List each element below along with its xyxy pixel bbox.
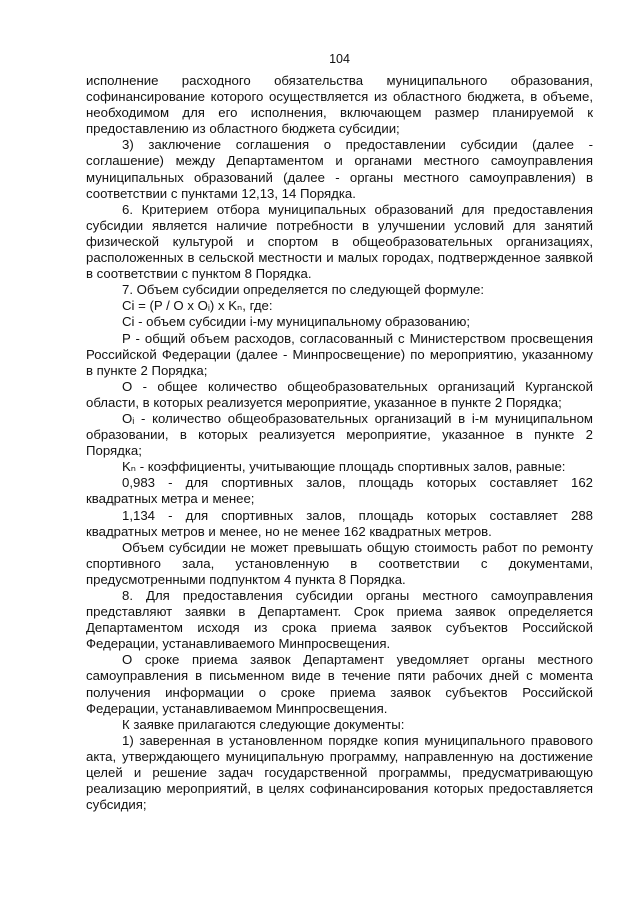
text-line: предусмотренными подпунктом 4 пункта 8 Порядка. [86, 571, 406, 587]
text-line: 6. Критерием отбора муниципальных образований для предоставления [122, 201, 593, 217]
text-line: физической культурой и спортом в общеобразовательных организациях, [86, 233, 593, 249]
paragraph [86, 298, 593, 314]
text-line: 1,134 - для спортивных залов, площадь которых составляет 288 [122, 507, 593, 523]
text-line: Ci = (P / O x Oᵢ) x Kₙ, где: [122, 298, 273, 314]
text-line: в соответствии с пунктом 8 Порядка. [86, 266, 312, 282]
text-line: области, в которых реализуется мероприятие, указанное в пункте 2 Порядка; [86, 394, 562, 410]
paragraph [86, 459, 593, 475]
text-line: Федерации, устанавливаемого Минпросвещения. [86, 636, 391, 652]
text-line: в пункте 2 Порядка; [86, 362, 208, 378]
text-line: спортивного зала, установленную в соответствии с документами, [86, 555, 593, 571]
paragraph [86, 314, 593, 330]
text-line: О сроке приема заявок Департамент уведомляет органы местного [122, 652, 593, 668]
text-line: 0,983 - для спортивных залов, площадь которых составляет 162 [122, 475, 593, 491]
text-line: Порядка; [86, 443, 142, 459]
text-line: получения информации о сроке приема заявок субъектов Российской [86, 684, 593, 700]
text-line: соответствии с пунктами 12,13, 14 Порядка. [86, 185, 356, 201]
paragraph [86, 540, 593, 588]
text-line: образовании, в которых реализуется мероприятие, указанное в пункте 2 [86, 427, 593, 443]
text-line: предоставлению из областного бюджета субсидии; [86, 121, 400, 137]
text-line: 3) заключение соглашения о предоставлении субсидии (далее - [122, 137, 593, 153]
text-line: Oᵢ - количество общеобразовательных организаций в i-м муниципальном [122, 410, 593, 426]
text-line: софинансирование которого осуществляется из областного бюджета, в объеме, [86, 89, 593, 105]
text-line: Объем субсидии не может превышать общую стоимость работ по ремонту [122, 539, 593, 555]
paragraph [86, 331, 593, 379]
paragraph [86, 137, 593, 201]
text-line: Российской Федерации (далее - Минпросвещение) по мероприятию, указанному [86, 346, 593, 362]
text-line: акта, утверждающего муниципальную программу, направленную на достижение [86, 748, 593, 764]
text-line: O - общее количество общеобразовательных организаций Курганской [122, 378, 593, 394]
text-line: муниципальных образований (далее - органы местного самоуправления) в [86, 169, 593, 185]
text-line: квадратных метра и менее; [86, 491, 255, 507]
text-line: субсидия; [86, 797, 147, 813]
paragraph [86, 508, 593, 540]
paragraph [86, 717, 593, 733]
text-line: квадратных метров и менее, но не менее 162 квадратных метров. [86, 523, 492, 539]
text-line: Федерации, устанавливаемом Минпросвещения. [86, 700, 388, 716]
page-number: 104 [329, 52, 350, 66]
paragraph [86, 379, 593, 411]
text-line: Ci - объем субсидии i-му муниципальному образованию; [122, 314, 471, 330]
text-line: расположенных в сельской местности и малых городах, подтвержденное заявкой [86, 250, 593, 266]
paragraph [86, 475, 593, 507]
text-line: самоуправления в письменном виде в течение пяти рабочих дней с момента [86, 668, 593, 684]
text-line: целей и решение задач государственной программы, предусматривающую [86, 765, 593, 781]
document-body [86, 73, 593, 813]
text-line: 8. Для предоставления субсидии органы местного самоуправления [122, 588, 593, 603]
text-line: P - общий объем расходов, согласованный с Министерством просвещения [122, 330, 593, 346]
paragraph [86, 588, 593, 652]
paragraph [86, 282, 593, 298]
text-line: реализацию мероприятий, в целях софинансирования которых предоставляется [86, 781, 593, 797]
text-line: исполнение расходного обязательства муниципального образования, [86, 73, 593, 88]
text-line: представляют заявки в Департамент. Срок приема заявок определяется [86, 604, 593, 620]
text-line: 7. Объем субсидии определяется по следующей формуле: [122, 282, 485, 298]
text-line: Kₙ - коэффициенты, учитывающие площадь спортивных залов, равные: [122, 459, 566, 475]
paragraph [86, 652, 593, 716]
paragraph [86, 733, 593, 813]
text-line: Департаментом исходя из срока приема заявок субъектов Российской [86, 620, 593, 636]
text-line: необходимом для его исполнения, включающем размер планируемой к [86, 105, 593, 121]
text-line: субсидии является наличие потребности в улучшении условий для занятий [86, 217, 593, 233]
paragraph [86, 73, 593, 137]
text-line: 1) заверенная в установленном порядке копия муниципального правового [122, 732, 593, 748]
paragraph [86, 202, 593, 282]
paragraph [86, 411, 593, 459]
text-line: К заявке прилагаются следующие документы: [122, 716, 405, 732]
text-line: соглашение) между Департаментом и органами местного самоуправления [86, 153, 593, 169]
